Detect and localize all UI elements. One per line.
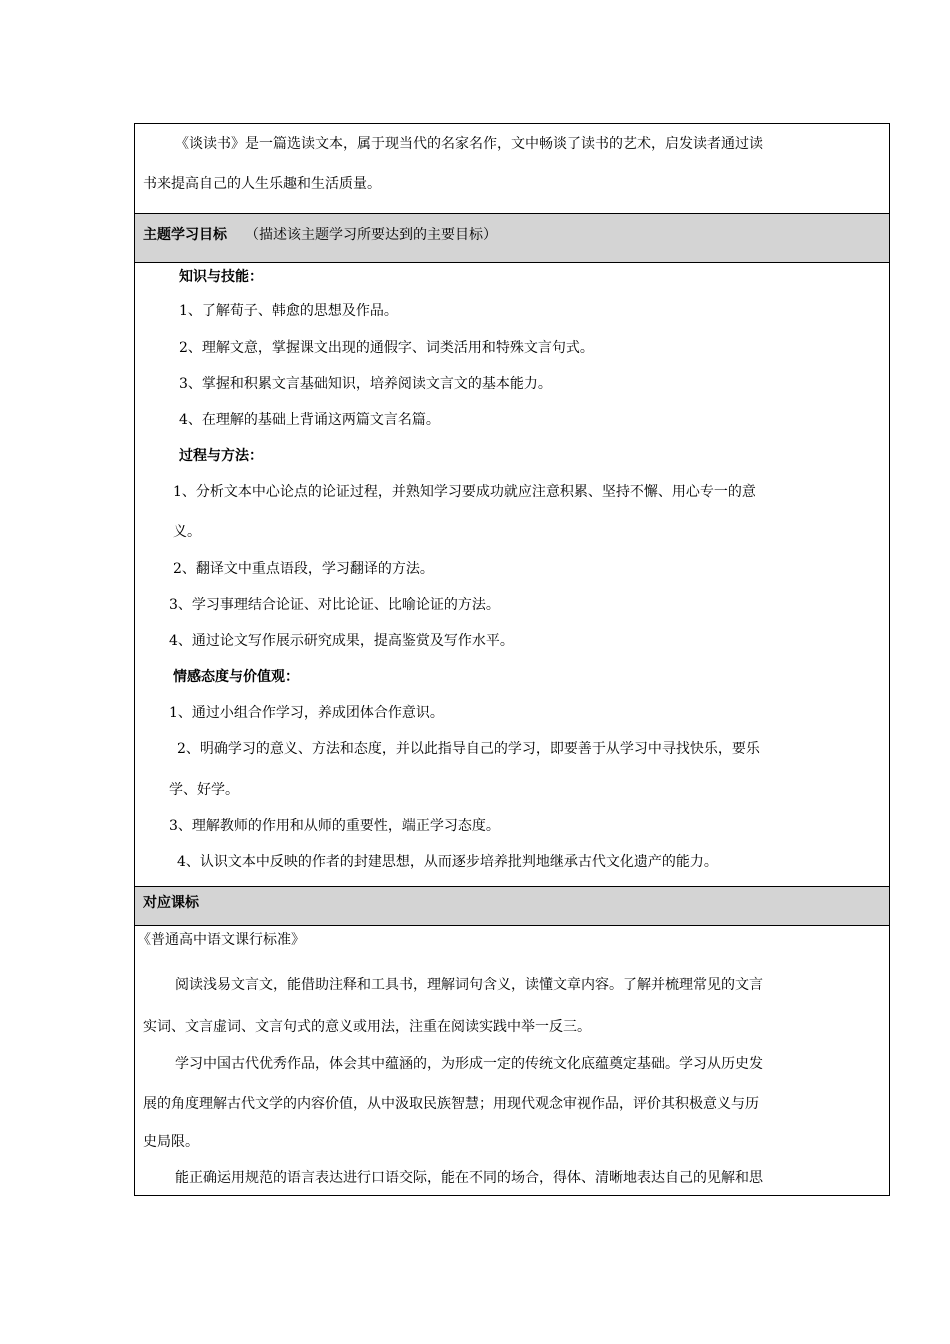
emotion-item: 4、认识文本中反映的作者的封建思想，从而逐步培养批判地继承古代文化遗产的能力。: [177, 854, 718, 870]
goals-note: （描述该主题学习所要达到的主要目标）: [245, 227, 497, 243]
standards-para1-line2: 实词、文言虚词、文言句式的意义或用法，注重在阅读实践中举一反三。: [143, 1019, 591, 1035]
process-title: 过程与方法：: [179, 448, 263, 464]
process-item: 4、通过论文写作展示研究成果，提高鉴赏及写作水平。: [169, 633, 514, 649]
lesson-plan-table: [134, 123, 890, 1196]
process-item: 3、学习事理结合论证、对比论证、比喻论证的方法。: [169, 597, 500, 613]
standards-body: [135, 926, 889, 1196]
intro-section: [135, 123, 889, 214]
knowledge-item: 1、了解荀子、韩愈的思想及作品。: [179, 303, 398, 319]
process-item: 1、分析文本中心论点的论证过程，并熟知学习要成功就应注意积累、坚持不懈、用心专一的意: [173, 484, 756, 500]
knowledge-title: 知识与技能：: [179, 269, 263, 285]
knowledge-item: 3、掌握和积累文言基础知识，培养阅读文言文的基本能力。: [179, 376, 552, 392]
process-item: 义。: [173, 524, 201, 540]
emotion-item: 3、理解教师的作用和从师的重要性，端正学习态度。: [169, 818, 500, 834]
goals-title: 主题学习目标: [143, 227, 227, 243]
goals-body: [135, 263, 889, 887]
standards-para1-line1: 阅读浅易文言文，能借助注释和工具书，理解词句含义，读懂文章内容。了解并梳理常见的文言: [175, 977, 763, 993]
intro-line-1: 《谈读书》是一篇选读文本，属于现当代的名家名作，文中畅谈了读书的艺术，启发读者通过读: [175, 136, 763, 152]
standards-para2-line1: 学习中国古代优秀作品，体会其中蕴涵的，为形成一定的传统文化底蕴奠定基础。学习从历史发: [175, 1056, 763, 1072]
standards-para2-line2: 展的角度理解古代文学的内容价值，从中汲取民族智慧；用现代观念审视作品，评价其积极意义与历: [143, 1096, 759, 1112]
standards-source: 《普通高中语文课行标准》: [137, 932, 305, 948]
standards-para2-line3: 史局限。: [143, 1134, 199, 1150]
knowledge-item: 2、理解文意，掌握课文出现的通假字、词类活用和特殊文言句式。: [179, 340, 594, 356]
standards-para3-line1: 能正确运用规范的语言表达进行口语交际，能在不同的场合，得体、清晰地表达自己的见解和思: [175, 1170, 763, 1186]
emotion-item: 学、好学。: [169, 782, 239, 798]
emotion-item: 2、明确学习的意义、方法和态度，并以此指导自己的学习，即要善于从学习中寻找快乐，要乐: [177, 741, 760, 757]
knowledge-item: 4、在理解的基础上背诵这两篇文言名篇。: [179, 412, 440, 428]
intro-line-2: 书来提高自己的人生乐趣和生活质量。: [143, 176, 381, 192]
process-item: 2、翻译文中重点语段，学习翻译的方法。: [173, 561, 434, 577]
emotion-title: 情感态度与价值观：: [173, 669, 299, 685]
goals-header: [135, 214, 889, 263]
emotion-item: 1、通过小组合作学习，养成团体合作意识。: [169, 705, 444, 721]
standards-header: [135, 887, 889, 926]
standards-title: 对应课标: [143, 895, 199, 911]
